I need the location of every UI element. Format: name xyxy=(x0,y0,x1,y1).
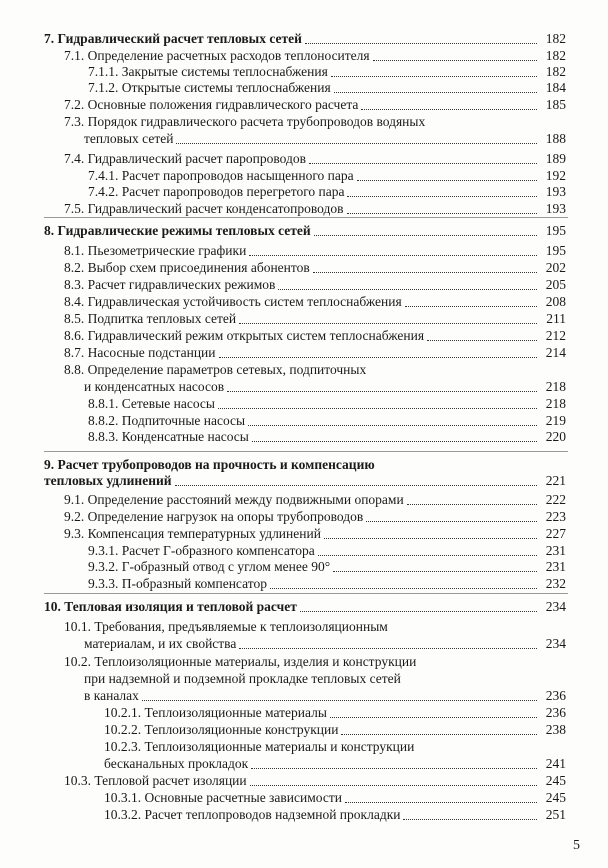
toc-entry-page: 231 xyxy=(545,559,566,574)
toc-dot-leader xyxy=(314,222,537,236)
toc-entry-page: 185 xyxy=(545,97,566,112)
toc-entry-page: 251 xyxy=(545,807,566,822)
toc-entry-title: 8.8.2. Подпиточные насосы xyxy=(88,413,246,428)
toc-entry-title: 8.7. Насосные подстанции xyxy=(64,345,216,360)
toc-dot-leader xyxy=(248,412,537,426)
toc-dot-leader xyxy=(333,558,537,572)
toc-entry-title: 7.1.2. Открытые системы теплоснабжения xyxy=(88,80,331,95)
toc-dot-leader xyxy=(309,150,537,164)
toc-entry-title: 10.3.1. Основные расчетные зависимости xyxy=(104,790,342,805)
toc-entry-title: 10.1. Требования, предъявляемые к теплоизоляционным xyxy=(64,619,388,634)
toc-dot-leader xyxy=(300,598,537,612)
toc-entry-title: 8. Гидравлические режимы тепловых сетей xyxy=(44,223,311,238)
toc-entry-page: 214 xyxy=(545,345,566,360)
toc-entry-page: 202 xyxy=(545,260,566,275)
toc-dot-leader xyxy=(427,327,537,341)
toc-entry-title: при надземной и подземной прокладке тепловых сетей xyxy=(84,671,401,686)
toc-entry-page: 188 xyxy=(545,131,566,146)
toc-entry-title: 7. Гидравлический расчет тепловых сетей xyxy=(44,31,302,46)
toc-entry-title: 8.6. Гидравлический режим открытых систем теплоснабжения xyxy=(64,328,425,343)
toc-entry-page: 241 xyxy=(545,756,566,771)
toc-entry-page: 193 xyxy=(545,184,566,199)
toc-entry-title: 7.5. Гидравлический расчет конденсатопроводов xyxy=(64,201,344,216)
toc-entry-page: 234 xyxy=(545,636,566,651)
page-number: 5 xyxy=(573,838,580,853)
toc-entry-title: 7.1. Определение расчетных расходов теплоносителя xyxy=(64,48,370,63)
toc-dot-leader xyxy=(142,687,537,701)
section-divider xyxy=(44,217,568,218)
toc-entry-title: 10.2.2. Теплоизоляционные конструкции xyxy=(104,722,339,737)
toc-entry-title: в каналах xyxy=(84,688,139,703)
toc-dot-leader xyxy=(347,183,537,197)
toc-dot-leader xyxy=(407,491,537,505)
toc-dot-leader xyxy=(361,96,537,110)
toc-dot-leader xyxy=(341,721,537,735)
toc-entry-page: 219 xyxy=(545,413,566,428)
toc-entry-page: 195 xyxy=(545,243,566,258)
toc-entry-page: 211 xyxy=(546,311,566,326)
toc-dot-leader xyxy=(357,167,537,181)
toc-dot-leader xyxy=(324,525,537,539)
toc-entry-title: 10. Тепловая изоляция и тепловой расчет xyxy=(44,599,297,614)
toc-entry-page: 182 xyxy=(545,64,566,79)
toc-entry-title: 9.2. Определение нагрузок на опоры трубопроводов xyxy=(64,509,364,524)
toc-entry-title: 8.8. Определение параметров сетевых, подпиточных xyxy=(64,362,367,377)
toc-dot-leader xyxy=(239,635,537,649)
toc-entry-title: 9.3.1. Расчет Г-образного компенсатора xyxy=(88,543,315,558)
toc-entry-page: 227 xyxy=(545,526,566,541)
section-divider xyxy=(44,451,568,452)
toc-dot-leader xyxy=(334,79,537,93)
toc-entry-page: 222 xyxy=(545,492,566,507)
toc-dot-leader xyxy=(270,575,537,589)
toc-entry-title: 10.2.3. Теплоизоляционные материалы и конструкции xyxy=(104,739,415,754)
toc-entry-page: 220 xyxy=(545,429,566,444)
toc-entry-page: 234 xyxy=(545,599,566,614)
toc-dot-leader xyxy=(249,242,537,256)
toc-dot-leader xyxy=(347,200,537,214)
toc-entry-title: 7.3. Порядок гидравлического расчета трубопроводов водяных xyxy=(64,114,426,129)
toc-dot-leader xyxy=(331,63,537,77)
toc-dot-leader xyxy=(251,755,537,769)
toc-dot-leader xyxy=(318,542,537,556)
toc-entry-title: 10.3. Тепловой расчет изоляции xyxy=(64,773,247,788)
toc-dot-leader xyxy=(305,30,537,44)
toc-entry-page: 231 xyxy=(545,543,566,558)
toc-dot-leader xyxy=(278,276,537,290)
toc-entry-page: 193 xyxy=(545,201,566,216)
toc-entry-title: тепловых сетей xyxy=(84,131,174,146)
toc-dot-leader xyxy=(373,47,537,61)
toc-entry-title: 8.8.3. Конденсатные насосы xyxy=(88,429,249,444)
toc-dot-leader xyxy=(252,428,537,442)
toc-entry-title: 10.3.2. Расчет теплопроводов надземной прокладки xyxy=(104,807,401,822)
toc-entry-page: 208 xyxy=(545,294,566,309)
toc-entry-title: 9.3. Компенсация температурных удлинений xyxy=(64,526,321,541)
toc-entry-page: 223 xyxy=(545,509,566,524)
toc-entry-page: 221 xyxy=(545,473,566,488)
toc-entry-page: 236 xyxy=(545,688,566,703)
toc-dot-leader xyxy=(175,472,537,486)
toc-entry-title: 9.3.2. Г-образный отвод с углом менее 90° xyxy=(88,559,331,574)
toc-entry-page: 205 xyxy=(545,277,566,292)
toc-entry-title: 8.3. Расчет гидравлических режимов xyxy=(64,277,276,292)
toc-entry-page: 195 xyxy=(545,223,566,238)
toc-entry-title: 10.2.1. Теплоизоляционные материалы xyxy=(104,705,327,720)
toc-entry-title: 9.3.3. П-образный компенсатор xyxy=(88,576,267,591)
toc-dot-leader xyxy=(405,293,537,307)
toc-entry-title: 7.1.1. Закрытые системы теплоснабжения xyxy=(88,64,328,79)
toc-entry-page: 245 xyxy=(545,790,566,805)
toc-dot-leader xyxy=(239,310,537,324)
toc-entry-title: 7.2. Основные положения гидравлического расчета xyxy=(64,97,359,112)
toc-entry-page: 245 xyxy=(545,773,566,788)
toc-entry-page: 238 xyxy=(545,722,566,737)
toc-dot-leader xyxy=(345,789,537,803)
toc-entry-page: 184 xyxy=(545,80,566,95)
toc-entry-page: 192 xyxy=(545,168,566,183)
toc-entry-page: 212 xyxy=(545,328,566,343)
toc-dot-leader xyxy=(176,130,537,144)
toc-entry-title: 8.2. Выбор схем присоединения абонентов xyxy=(64,260,310,275)
toc-entry-title: бесканальных прокладок xyxy=(104,756,249,771)
toc-entry-title: 7.4.2. Расчет паропроводов перегретого пара xyxy=(88,184,345,199)
toc-dot-leader xyxy=(227,378,537,392)
toc-entry-page: 182 xyxy=(545,31,566,46)
toc-dot-leader xyxy=(219,344,537,358)
toc-entry-page: 236 xyxy=(545,705,566,720)
toc-entry-page: 218 xyxy=(545,379,566,394)
section-divider xyxy=(44,593,568,594)
toc-dot-leader xyxy=(313,259,537,273)
toc-entry-title: 8.4. Гидравлическая устойчивость систем теплоснабжения xyxy=(64,294,402,309)
toc-dot-leader xyxy=(366,508,537,522)
toc-entry-title: и конденсатных насосов xyxy=(84,379,225,394)
toc-entry-title: 10.2. Теплоизоляционные материалы, изделия и конструкции xyxy=(64,654,417,669)
toc-dot-leader xyxy=(250,772,537,786)
toc-dot-leader xyxy=(330,704,537,718)
toc-dot-leader xyxy=(218,395,537,409)
toc-entry-title: 9. Расчет трубопроводов на прочность и компенсацию xyxy=(44,457,375,472)
toc-entry-page: 232 xyxy=(545,576,566,591)
toc-entry-title: 7.4.1. Расчет паропроводов насыщенного пара xyxy=(88,168,354,183)
toc-entry-title: 7.4. Гидравлический расчет паропроводов xyxy=(64,151,306,166)
toc-entry-title: тепловых удлинений xyxy=(44,473,172,488)
toc-entry-page: 218 xyxy=(545,396,566,411)
toc-entry-title: 8.8.1. Сетевые насосы xyxy=(88,396,215,411)
toc-entry-page: 189 xyxy=(545,151,566,166)
toc-entry-title: материалам, и их свойства xyxy=(84,636,237,651)
toc-entry-title: 8.1. Пьезометрические графики xyxy=(64,243,247,258)
toc-entry-title: 8.5. Подпитка тепловых сетей xyxy=(64,311,237,326)
toc-dot-leader xyxy=(403,806,537,820)
toc-entry-title: 9.1. Определение расстояний между подвижными опорами xyxy=(64,492,404,507)
toc-entry-page: 182 xyxy=(545,48,566,63)
